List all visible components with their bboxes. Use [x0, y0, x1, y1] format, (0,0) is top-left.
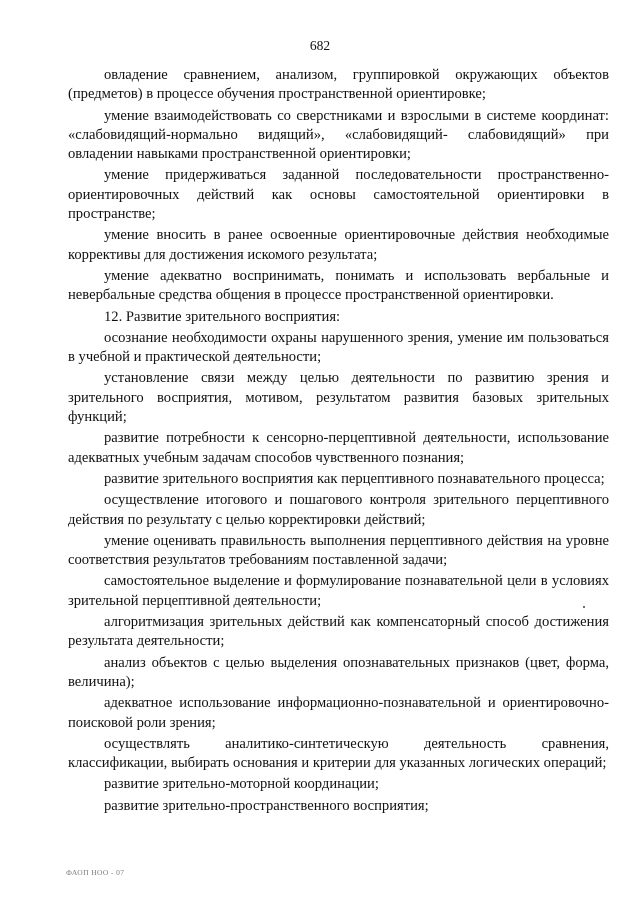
section-heading: 12. Развитие зрительного восприятия: [104, 308, 341, 325]
paragraph: осуществлять аналитико-синтетическую деятельность сравнения, классификации, выбирать основания и критерии для указанных логических операций; [68, 735, 609, 772]
paragraph: умение адекватно воспринимать, понимать и использовать вербальные и невербальные средства общения в процессе пространственной ориентировки. [68, 267, 609, 304]
paragraph: осознание необходимости охраны нарушенного зрения, умение им пользоваться в учебной и практической деятельности; [68, 329, 609, 366]
paragraph: алгоритмизация зрительных действий как компенсаторный способ достижения результата деятельности; [68, 614, 609, 650]
paragraph: умение оценивать правильность выполнения перцептивного действия на уровне соответствия результатов требованиям поставленной задачи; [68, 532, 609, 569]
paragraph: осуществление итогового и пошагового контроля зрительного перцептивного действия по результату с целью корректировки действий; [68, 492, 609, 528]
paragraph: развитие потребности к сенсорно-перцептивной деятельности, использование адекватных учебным задачам способов чувственного познания; [68, 430, 609, 466]
document-body [68, 66, 609, 818]
paragraph: умение придерживаться заданной последовательности пространственно-ориентировочных действий как основы самостоятельной ориентировки в пространстве; [68, 167, 609, 223]
paragraph: овладение сравнением, анализом, группировкой окружающих объектов (предметов) в процессе обучения пространственной ориентировке; [68, 67, 609, 103]
paragraph: установление связи между целью деятельности по развитию зрения и зрительного восприятия, мотивом, результатом развития базовых зрительных функций; [68, 370, 609, 426]
paragraph: адекватное использование информационно-познавательной и ориентировочно-поисковой роли зрения; [68, 695, 609, 731]
scan-speck [583, 606, 585, 608]
paragraph: развитие зрительного восприятия как перцептивного познавательного процесса; [104, 470, 605, 487]
page-number: 682 [309, 38, 331, 53]
paragraph: анализ объектов с целью выделения опознавательных признаков (цвет, форма, величина); [68, 654, 609, 690]
paragraph: развитие зрительно-моторной координации; [104, 776, 379, 793]
paragraph: самостоятельное выделение и формулирование познавательной цели в условиях зрительной перцептивной деятельности; [68, 573, 609, 609]
paragraph: умение взаимодействовать со сверстниками и взрослыми в системе координат: «слабовидящий-нормально видящий», «слабовидящий- слабовидящий» при овладении навыками пространственной ориентировки; [68, 107, 609, 163]
paragraph: умение вносить в ранее освоенные ориентировочные действия необходимые коррективы для достижения искомого результата; [68, 227, 609, 263]
paragraph: развитие зрительно-пространственного восприятия; [104, 797, 429, 814]
footer-code: ФАОП НОО - 07 [66, 868, 125, 877]
